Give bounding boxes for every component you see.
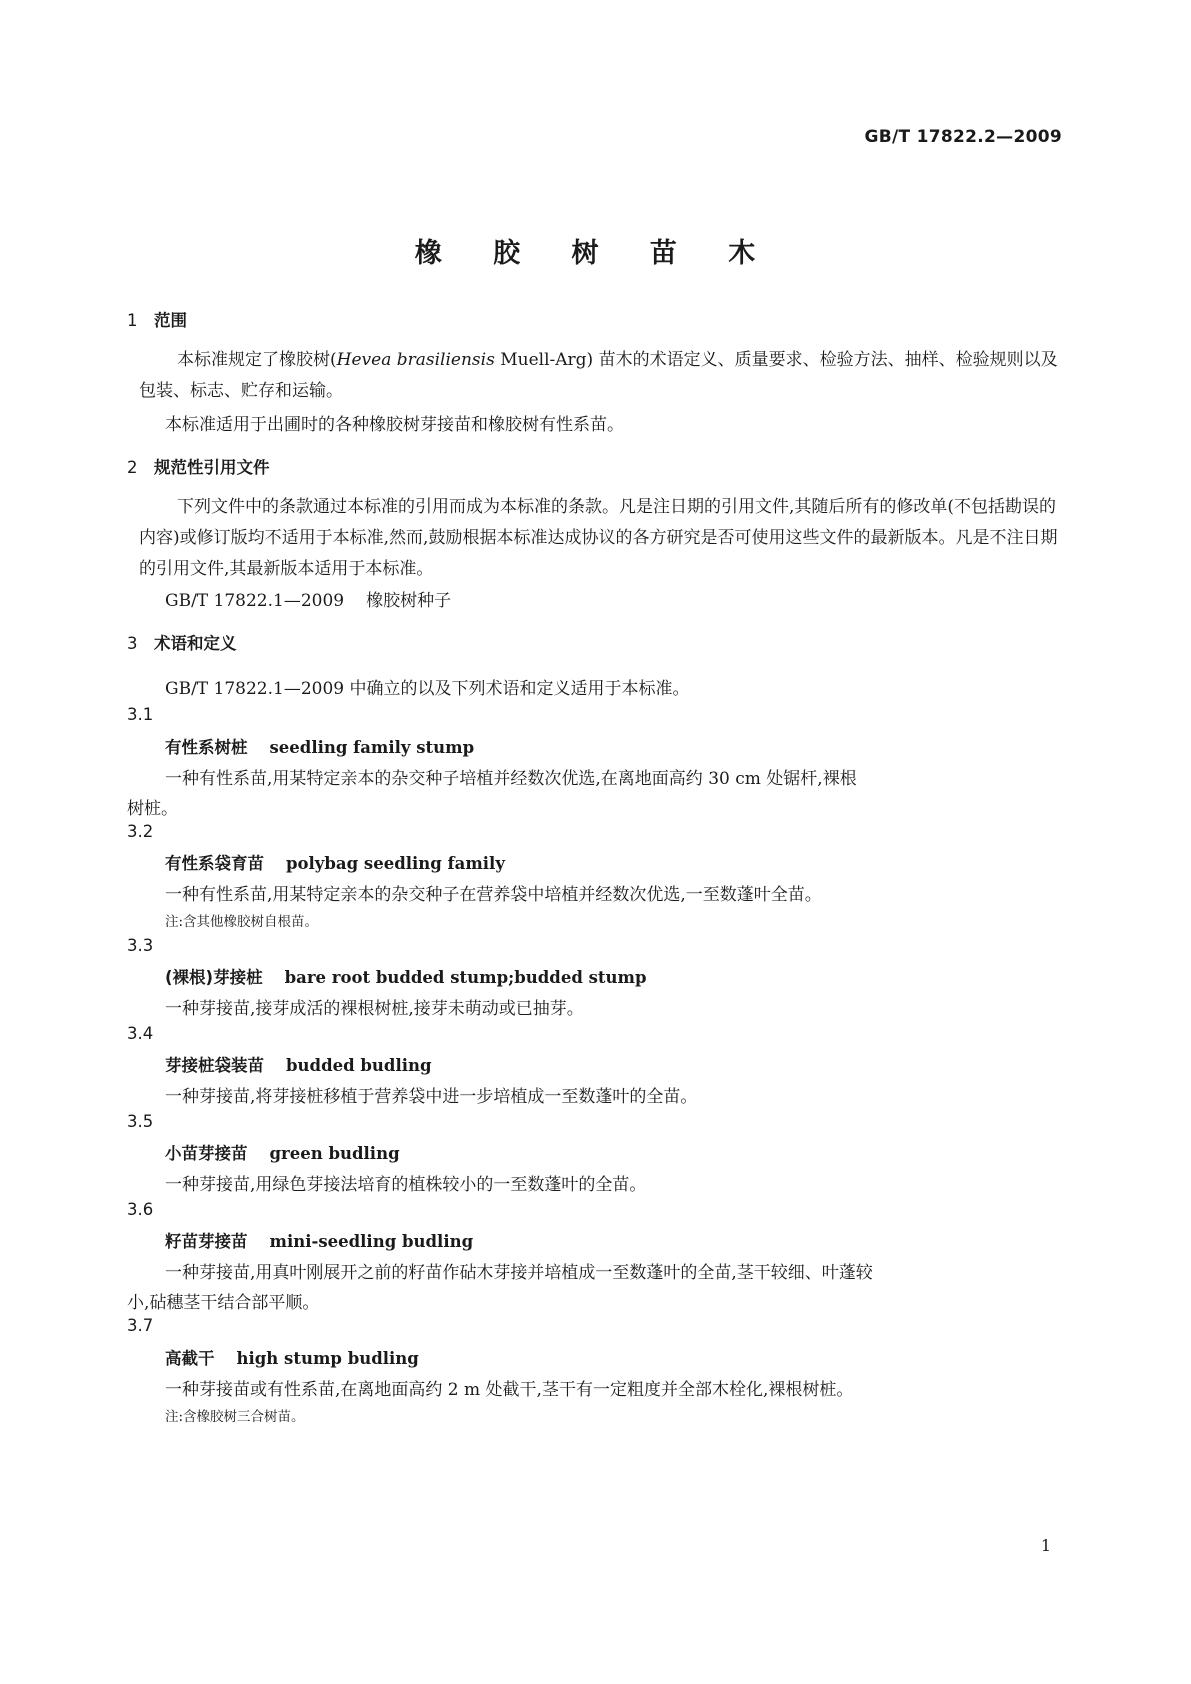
- term-chinese: 高截干: [165, 1349, 215, 1368]
- section-number: 3: [127, 634, 138, 653]
- term-definition: 一种芽接苗,接芽成活的裸根树桩,接芽未萌动或已抽芽。: [165, 999, 584, 1019]
- term-heading: [165, 1052, 432, 1076]
- term-chinese: (裸根)芽接桩: [165, 968, 263, 987]
- section-1-heading: [127, 307, 187, 331]
- term-english: high stump budling: [236, 1349, 419, 1368]
- clause-number: 3.7: [127, 1316, 154, 1335]
- clause-number: 3.4: [127, 1024, 154, 1043]
- term-definition: 一种芽接苗或有性系苗,在离地面高约 2 m 处截干,茎干有一定粗度并全部木栓化,裸根树桩。: [165, 1380, 854, 1400]
- term-english: bare root budded stump;budded stump: [284, 968, 647, 987]
- reference-code: GB/T 17822.1—2009: [165, 591, 345, 611]
- term-chinese: 芽接桩袋装苗: [165, 1056, 264, 1075]
- clause-number: 3.2: [127, 822, 154, 841]
- term-note: 注:含橡胶树三合树苗。: [165, 1409, 305, 1425]
- section-2-heading: [127, 454, 270, 478]
- term-chinese: 有性系树桩: [165, 738, 248, 757]
- term-heading: [165, 964, 647, 988]
- section-title: 范围: [154, 311, 187, 330]
- term-chinese: 有性系袋育苗: [165, 854, 264, 873]
- term-english: budded budling: [286, 1056, 432, 1075]
- section-number: 1: [127, 311, 138, 330]
- section-1-paragraph-1: 本标准规定了橡胶树(Hevea brasiliensis Muell-Arg) 苗木的术语定义、质量要求、检验方法、抽样、检验规则以及包装、标志、贮存和运输。: [139, 350, 1058, 401]
- section-3-intro: GB/T 17822.1—2009 中确立的以及下列术语和定义适用于本标准。: [165, 679, 690, 699]
- term-chinese: 小苗芽接苗: [165, 1144, 248, 1163]
- clause-number: 3.3: [127, 936, 154, 955]
- term-chinese: 籽苗芽接苗: [165, 1232, 248, 1251]
- standard-number: GB/T 17822.2—2009: [864, 127, 1062, 147]
- term-definition: 一种芽接苗,用绿色芽接法培育的植株较小的一至数蓬叶的全苗。: [165, 1175, 647, 1195]
- reference-title: 橡胶树种子: [366, 591, 452, 611]
- clause-number: 3.5: [127, 1112, 154, 1131]
- page-number: 1: [1040, 1536, 1051, 1555]
- term-definition: 一种有性系苗,用某特定亲本的杂交种子培植并经数次优选,在离地面高约 30 cm 处锯杆,裸根: [165, 769, 857, 789]
- section-number: 2: [127, 458, 138, 477]
- section-2-paragraph: 下列文件中的条款通过本标准的引用而成为本标准的条款。凡是注日期的引用文件,其随后所有的修改单(不包括勘误的内容)或修订版均不适用于本标准,然而,鼓励根据本标准达成协议的各方研究是否可使用这些文件的最新版本。凡是不注日期的引用文件,其最新版本适用于本标准。: [139, 497, 1058, 579]
- scientific-name: Hevea brasiliensis: [336, 350, 495, 370]
- clause-number: 3.1: [127, 705, 154, 724]
- term-english: seedling family stump: [269, 738, 475, 757]
- term-definition: 一种芽接苗,用真叶刚展开之前的籽苗作砧木芽接并培植成一至数蓬叶的全苗,茎干较细、叶蓬较: [165, 1263, 873, 1283]
- term-english: mini-seedling budling: [269, 1232, 474, 1251]
- term-definition-continued: 小,砧穗茎干结合部平顺。: [127, 1293, 320, 1313]
- term-heading: [165, 1140, 400, 1164]
- term-definition: 一种芽接苗,将芽接桩移植于营养袋中进一步培植成一至数蓬叶的全苗。: [165, 1087, 698, 1107]
- term-heading: [165, 1228, 473, 1252]
- term-note: 注:含其他橡胶树自根苗。: [165, 914, 319, 930]
- term-heading: [165, 1345, 419, 1369]
- term-heading: [165, 850, 505, 874]
- term-english: green budling: [269, 1144, 400, 1163]
- section-3-heading: [127, 630, 237, 654]
- normative-reference: [165, 586, 451, 611]
- document-title: 橡 胶 树 苗 木: [414, 238, 777, 269]
- section-title: 术语和定义: [154, 634, 237, 653]
- section-1-paragraph-2: 本标准适用于出圃时的各种橡胶树芽接苗和橡胶树有性系苗。: [165, 415, 624, 435]
- term-definition-continued: 树桩。: [127, 799, 178, 819]
- term-heading: [165, 734, 474, 758]
- section-title: 规范性引用文件: [154, 458, 270, 477]
- term-definition: 一种有性系苗,用某特定亲本的杂交种子在营养袋中培植并经数次优选,一至数蓬叶全苗。: [165, 885, 822, 905]
- clause-number: 3.6: [127, 1200, 154, 1219]
- term-english: polybag seedling family: [286, 854, 505, 873]
